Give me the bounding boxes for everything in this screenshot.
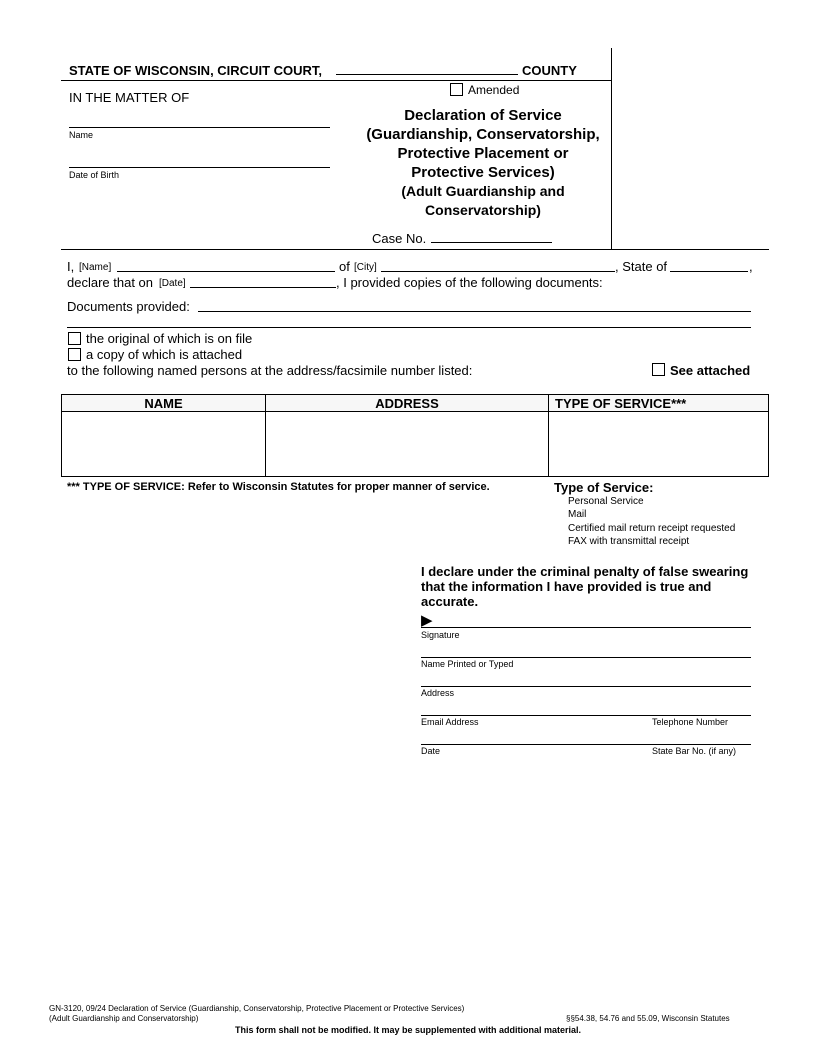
type-of-service-heading: Type of Service: <box>554 480 654 495</box>
modification-notice: This form shall not be modified. It may be supplemented with additional material. <box>234 1025 582 1035</box>
of-label: of <box>339 259 350 274</box>
amended-label: Amended <box>468 83 520 97</box>
name-cell[interactable] <box>62 412 266 477</box>
in-the-matter-label: IN THE MATTER OF <box>69 90 190 105</box>
name-column-header: NAME <box>62 395 266 412</box>
state-bar-label: State Bar No. (if any) <box>652 746 737 756</box>
signature-label: Signature <box>421 630 460 640</box>
state-comma: , <box>749 259 753 274</box>
signature-input[interactable] <box>421 627 751 628</box>
declarant-name-input[interactable] <box>117 271 335 272</box>
printed-name-input[interactable] <box>421 657 751 658</box>
documents-input-line-2[interactable] <box>67 327 751 328</box>
email-phone-input[interactable] <box>421 715 751 716</box>
title-line-1: Declaration of Service <box>404 107 562 124</box>
type-column-header: TYPE OF SERVICE*** <box>549 395 769 412</box>
service-date-input[interactable] <box>190 287 336 288</box>
county-input[interactable] <box>336 74 518 75</box>
case-no-input[interactable] <box>431 242 552 243</box>
telephone-label: Telephone Number <box>652 717 729 727</box>
state-input[interactable] <box>670 271 748 272</box>
date-barno-input[interactable] <box>421 744 751 745</box>
subtitle-line-1: (Adult Guardianship and <box>401 183 565 199</box>
original-label: the original of which is on file <box>86 331 253 346</box>
signature-arrow-icon: ▶ <box>421 612 433 629</box>
form-id <box>49 1004 464 1024</box>
table-header-row <box>62 395 769 412</box>
form-id-line-2: (Adult Guardianship and Conservatorship) <box>49 1014 199 1023</box>
declare-label: declare that on <box>67 275 154 290</box>
header-vertical-divider <box>611 48 612 249</box>
amended-checkbox[interactable] <box>450 83 463 96</box>
documents-input[interactable] <box>198 311 751 312</box>
case-no-label: Case No. <box>372 231 427 246</box>
name-label: Name <box>69 130 94 140</box>
list-item: Mail <box>568 509 587 521</box>
date-hint: [Date] <box>159 278 186 289</box>
county-label: COUNTY <box>522 63 577 78</box>
name-hint: [Name] <box>79 262 112 273</box>
statement-line-2: that the information I have provided is true and <box>421 579 712 594</box>
table-row <box>62 412 769 477</box>
address-input[interactable] <box>421 686 751 687</box>
form-title <box>355 106 611 220</box>
date-label: Date <box>421 746 441 756</box>
city-hint: [City] <box>354 262 377 273</box>
see-attached-label: See attached <box>670 363 751 378</box>
dob-label: Date of Birth <box>69 170 120 180</box>
title-line-2: (Guardianship, Conservatorship, <box>366 126 600 143</box>
copy-label: a copy of which is attached <box>86 347 243 362</box>
see-attached-checkbox[interactable] <box>652 363 665 376</box>
service-footnote: *** TYPE OF SERVICE: Refer to Wisconsin Statutes for proper manner of service. <box>67 481 490 493</box>
address-label: Address <box>421 688 455 698</box>
original-checkbox[interactable] <box>68 332 81 345</box>
name-input[interactable] <box>69 127 330 128</box>
documents-label: Documents provided: <box>67 299 190 314</box>
service-table <box>61 394 769 477</box>
type-cell[interactable] <box>549 412 769 477</box>
dob-input[interactable] <box>69 167 330 168</box>
subtitle-line-2: Conservatorship) <box>425 202 541 218</box>
to-persons-label: to the following named persons at the address/facsimile number listed: <box>67 363 473 378</box>
list-item: Certified mail return receipt requested <box>568 522 736 534</box>
email-label: Email Address <box>421 717 479 727</box>
city-input[interactable] <box>381 271 615 272</box>
form-id-line-1: GN-3120, 09/24 Declaration of Service (Guardianship, Conservatorship, Protective Placement or Protective Services) <box>49 1004 465 1013</box>
section-divider <box>61 249 769 250</box>
address-cell[interactable] <box>266 412 549 477</box>
title-line-4: Protective Services) <box>411 164 555 181</box>
declaration-statement <box>421 564 748 609</box>
i-label: I, <box>67 259 75 274</box>
title-line-3: Protective Placement or <box>397 145 569 162</box>
statement-line-3: accurate. <box>421 594 479 609</box>
header-divider <box>61 80 612 81</box>
statement-line-1: I declare under the criminal penalty of false swearing <box>421 564 749 579</box>
list-item: Personal Service <box>568 496 644 507</box>
copy-checkbox[interactable] <box>68 348 81 361</box>
provided-label: , I provided copies of the following documents: <box>336 275 603 290</box>
printed-name-label: Name Printed or Typed <box>421 659 514 669</box>
list-item: FAX with transmittal receipt <box>568 536 690 548</box>
court-label: STATE OF WISCONSIN, CIRCUIT COURT, <box>69 63 323 78</box>
statutes: §§54.38, 54.76 and 55.09, Wisconsin Statutes <box>566 1014 730 1023</box>
state-label: , State of <box>615 259 668 274</box>
address-column-header: ADDRESS <box>266 395 549 412</box>
service-type-list <box>568 495 735 549</box>
